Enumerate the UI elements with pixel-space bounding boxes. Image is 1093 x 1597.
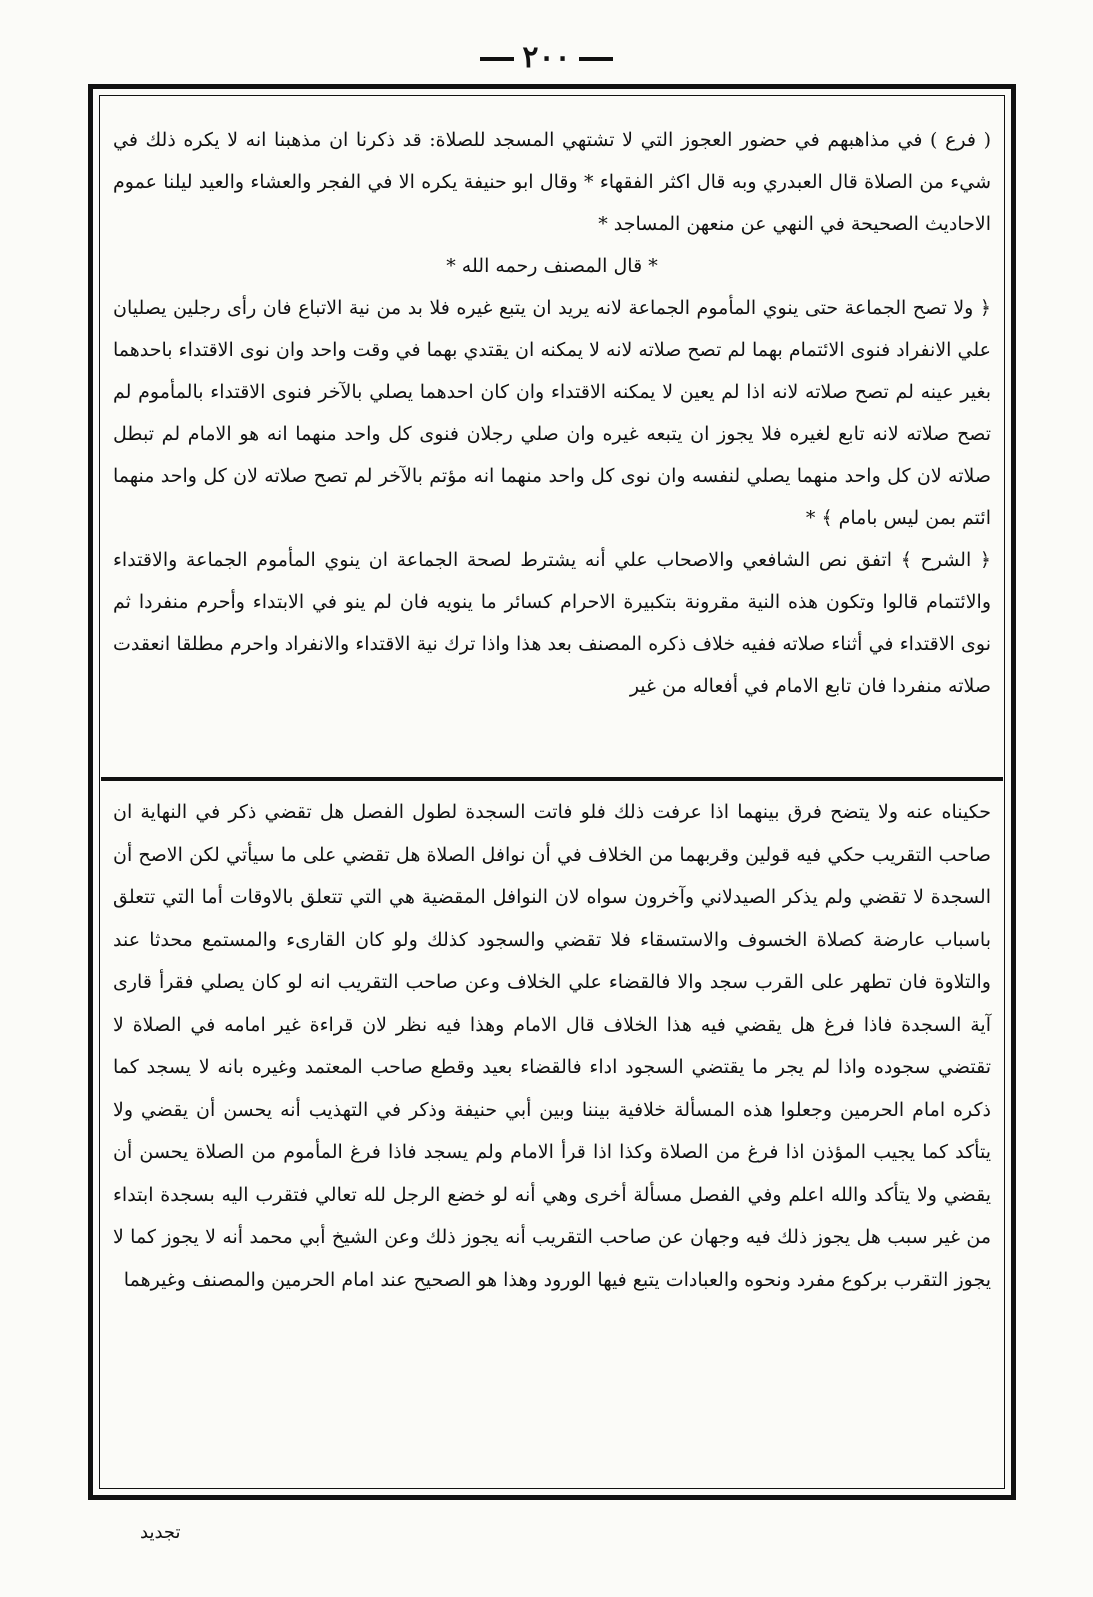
page-number-text: ٢٠٠ xyxy=(522,40,571,75)
paragraph-main-text: ﴿ ولا تصح الجماعة حتى ينوي المأموم الجماعة لانه يريد ان يتبع غيره فلا بد من نية الاتباع فان رأى رجلين يصليان علي الانفراد فنوى الائتمام بهما لم تصح صلاته لانه لا يمكنه ان يقتدي بهما في وقت واحد وان نوى الاقتداء باحدهما بغير عينه لم تصح صلاته لانه اذا لم يعين لا يمكنه الاقتداء وان كان احدهما يصلي بالآخر فنوى الاقتداء بالمأموم لم تصح صلاته لانه تابع لغيره فلا يجوز ان يتبعه غيره وان صلي رجلان فنوى كل واحد منهما انه هو الامام لم تبطل صلاته لان كل واحد منهما يصلي لنفسه وان نوى كل واحد منهما انه مؤتم بالآخر لم تصح صلاته لان كل واحد منهما ائتم بمن ليس بامام ﴾ * xyxy=(113,297,992,529)
paragraph-sharh: ﴿ الشرح ﴾ اتفق نص الشافعي والاصحاب علي أنه يشترط لصحة الجماعة ان ينوي المأموم الجماعة والاقتداء والائتمام قالوا وتكون هذه النية مقرونة بتكبيرة الاحرام كسائر ما ينويه فان لم ينو في الابتداء وأحرم منفردا ثم نوى الاقتداء في أثناء صلاته ففيه خلاف ذكره المصنف بعد هذا واذا ترك نية الاقتداء والانفراد واحرم مطلقا انعقدت صلاته منفردا فان تابع الامام في أفعاله من غير xyxy=(113,549,991,697)
page-number xyxy=(0,40,1093,75)
main-text-section xyxy=(113,119,991,779)
commentary-section xyxy=(113,791,991,1477)
left-dash xyxy=(480,57,514,61)
author-line: * قال المصنف رحمه الله * xyxy=(446,255,658,277)
footer-word: تجديد xyxy=(140,1522,181,1543)
paragraph-commentary: حكيناه عنه ولا يتضح فرق بينهما اذا عرفت ذلك فلو فاتت السجدة لطول الفصل هل تقضي ذكر في النهاية ان صاحب التقريب حكي فيه قولين وقربهما من الخلاف في أن نوافل الصلاة هل تقضي على ما سيأتي لكن الاصح أن السجدة لا تقضي ولم يذكر الصيدلاني وآخرون سواه لان النوافل المقضية هي التي تتعلق بالاوقات أما التي تتعلق باسباب عارضة كصلاة الخسوف والاستسقاء فلا تقضي والسجود كذلك ولو كان القارىء والمستمع محدثا عند والتلاوة فان تطهر على القرب سجد والا فالقضاء علي الخلاف وعن صاحب التقريب انه لو كان يصلي فقرأ قارى آية السجدة فاذا فرغ هل يقضي فيه هذا الخلاف قال الامام وهذا فيه نظر لان قراءة غير امامه في الصلاة لا تقتضي سجوده واذا لم يجر ما يقتضي السجود اداء فالقضاء بعيد وقطع صاحب المعتمد وغيره بانه لا يسجد كما ذكره امام الحرمين وجعلوا هذه المسألة خلافية بيننا وبين أبي حنيفة وذكر في التهذيب أنه يحسن أن يقضي ولا يتأكد كما يجيب المؤذن اذا فرغ من الصلاة وكذا اذا قرأ الامام ولم يسجد فاذا فرغ المأموم من الصلاة يحسن أن يقضي ولا يتأكد والله اعلم وفي الفصل مسألة أخرى وهي أنه لو خضع الرجل لله تعالي فتقرب اليه بسجدة ابتداء من غير سبب هل يجوز ذلك فيه وجهان عن صاحب التقريب أنه يجوز ذلك وعن الشيخ أبي محمد أنه لا يجوز كما لا يجوز التقرب بركوع مفرد ونحوه والعبادات يتبع فيها الورود وهذا هو الصحيح عند امام الحرمين والمصنف وغيرهما xyxy=(113,801,991,1291)
page-frame xyxy=(88,84,1016,1500)
paragraph-far: ( فرع ) في مذاهبهم في حضور العجوز التي لا تشتهي المسجد للصلاة: قد ذكرنا ان مذهبنا انه لا يكره ذلك في شيء من الصلاة قال العبدري وبه قال اكثر الفقهاء * وقال ابو حنيفة يكره الا في الفجر والعشاء والعيد ليلنا عموم الاحاديث الصحيحة في النهي عن منعهن المساجد * xyxy=(113,129,991,235)
right-dash xyxy=(579,57,613,61)
section-divider xyxy=(101,777,1003,781)
